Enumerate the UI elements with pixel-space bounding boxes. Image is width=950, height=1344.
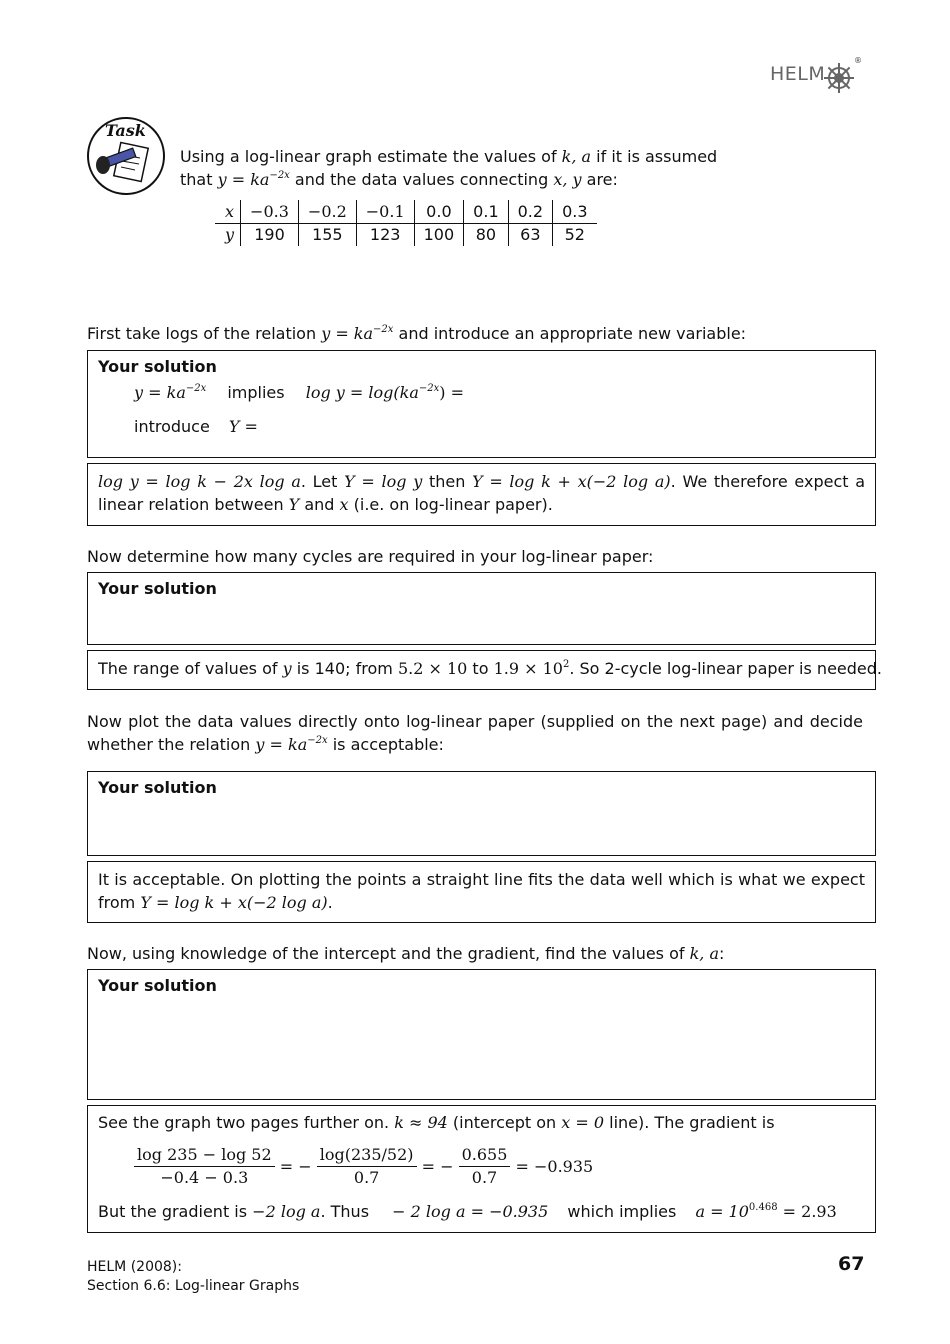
x-value: −0.2 — [298, 200, 356, 223]
step1-solution-line2: introduce Y = — [134, 417, 258, 436]
footer-line2: Section 6.6: Log-linear Graphs — [87, 1278, 300, 1294]
logo-text: HELM — [770, 63, 826, 85]
y-value: 80 — [464, 223, 508, 246]
solution-title: Your solution — [98, 357, 217, 376]
footer-line1: HELM (2008): — [87, 1259, 182, 1275]
solution-title: Your solution — [98, 976, 217, 995]
x-value: 0.2 — [508, 200, 552, 223]
gradient-equation: $\frac{\log 235 - \log 52}{-0.4 - 0.3}$ = − $\frac{\log(235/52)}{0.7}$ = − $\frac{0.655}{0.7}$ = −0.935 — [134, 1144, 593, 1189]
step4-solution-box[interactable] — [87, 969, 876, 1100]
step2-solution-box[interactable] — [87, 572, 876, 645]
step4-answer-line1: See the graph two pages further on. k ≈ 94 (intercept on x = 0 line). The gradient is — [98, 1113, 775, 1132]
step3-prompt: Now plot the data values directly onto log-linear paper (supplied on the next page) and decide whether the relation $y = ka^{-2x}$ is acceptable: — [87, 712, 863, 754]
step4-answer-line3: But the gradient is −2 log a. Thus − 2 log a = −0.935 which implies $a = 10^{0.468} = 2.93$ — [98, 1202, 837, 1221]
x-value: 0.3 — [553, 200, 597, 223]
task-icon — [85, 115, 167, 197]
helm-logo — [770, 56, 866, 94]
x-value: −0.3 — [241, 200, 299, 223]
step1-solution-line1: $y = ka^{-2x}$ implies $\log y = \log(ka^{-2x})$ = — [134, 383, 464, 402]
solution-title: Your solution — [98, 778, 217, 797]
x-value: 0.1 — [464, 200, 508, 223]
step4-prompt: Now, using knowledge of the intercept and the gradient, find the values of k, a: — [87, 944, 725, 963]
step1-solution-box[interactable] — [87, 350, 876, 458]
fraction: $\frac{\log(235/52)}{0.7}$ — [317, 1144, 417, 1189]
page-number: 67 — [838, 1253, 865, 1275]
step2-prompt: Now determine how many cycles are required in your log-linear paper: — [87, 547, 654, 566]
y-value: 63 — [508, 223, 552, 246]
step2-answer: The range of values of y is 140; from 5.2 × 10 to $1.9 \times 10^2$. So 2-cycle log-linear paper is needed. — [87, 650, 876, 690]
y-row — [215, 223, 597, 246]
fraction: $\frac{0.655}{0.7}$ — [459, 1144, 511, 1189]
registered-mark: ® — [854, 56, 862, 65]
fraction: $\frac{\log 235 - \log 52}{-0.4 - 0.3}$ — [134, 1144, 275, 1189]
y-label: y — [225, 225, 235, 245]
step1-prompt: First take logs of the relation $y = ka^{-2x}$ and introduce an appropriate new variable: — [87, 324, 747, 343]
x-label: x — [215, 200, 241, 223]
y-value: 155 — [298, 223, 356, 246]
x-row — [215, 200, 597, 223]
x-value: −0.1 — [356, 200, 414, 223]
footer — [87, 1258, 299, 1296]
y-value: 52 — [553, 223, 597, 246]
y-value: 190 — [241, 223, 299, 246]
task-statement: Using a log-linear graph estimate the values of k, a if it is assumed that $y = ka^{-2x}$ and the data values connecting x, y are: — [180, 147, 718, 189]
step4-answer — [87, 1105, 876, 1233]
step1-answer: log y = log k − 2x log a. Let Y = log y then Y = log k + x(−2 log a). We therefore expect a linear relation between Y and x (i.e. on log-linear paper). — [87, 463, 876, 526]
x-value: 0.0 — [414, 200, 464, 223]
solution-title: Your solution — [98, 579, 217, 598]
task-icon-label: Task — [105, 121, 146, 140]
y-value: 100 — [414, 223, 464, 246]
y-value: 123 — [356, 223, 414, 246]
data-table — [215, 200, 597, 246]
step3-solution-box[interactable] — [87, 771, 876, 856]
step3-answer: It is acceptable. On plotting the points a straight line fits the data well which is what we expect from Y = log k + x(−2 log a). — [87, 861, 876, 923]
